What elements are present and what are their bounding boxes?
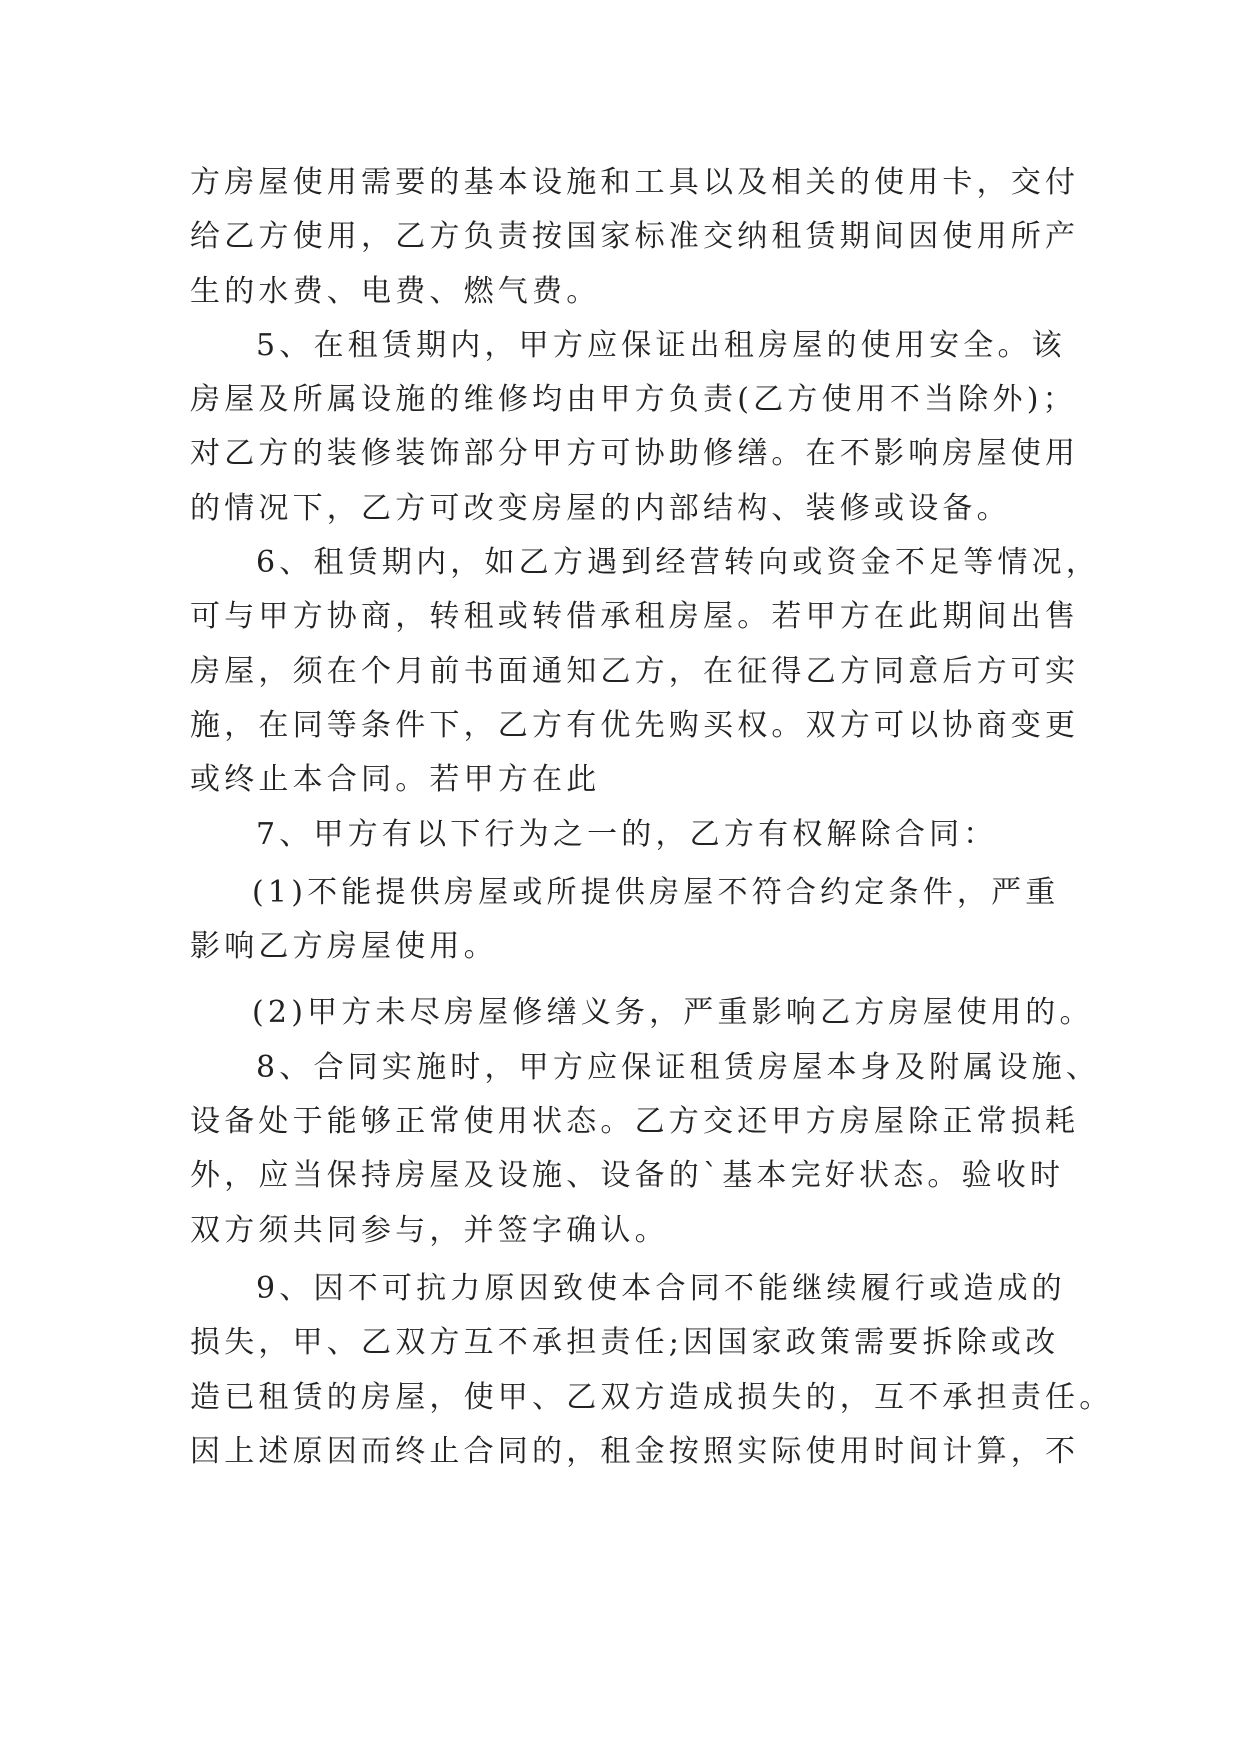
text-line: 方房屋使用需要的基本设施和工具以及相关的使用卡，交付 — [190, 165, 1080, 200]
clause-8-start: 8、合同实施时，甲方应保证租赁房屋本身及附属设施、 — [256, 1049, 1101, 1085]
text-line: 或终止本合同。若甲方在此 — [190, 762, 601, 798]
clause-7-item-1: (1)不能提供房屋或所提供房屋不符合约定条件，严重 — [252, 874, 1060, 910]
text-line: 因上述原因而终止合同的，租金按照实际使用时间计算，不 — [190, 1433, 1080, 1469]
clause-7-item-2: (2)甲方未尽房屋修缮义务，严重影响乙方房屋使用的。 — [252, 995, 1094, 1031]
text-line: 影响乙方房屋使用。 — [190, 929, 498, 965]
clause-9-start: 9、因不可抗力原因致使本合同不能继续履行或造成的 — [256, 1270, 1066, 1306]
text-line: 对乙方的装修装饰部分甲方可协助修缮。在不影响房屋使用 — [190, 436, 1080, 472]
text-line: 设备处于能够正常使用状态。乙方交还甲方房屋除正常损耗 — [190, 1104, 1080, 1140]
text-line: 给乙方使用，乙方负责按国家标准交纳租赁期间因使用所产 — [190, 219, 1080, 255]
clause-7-start: 7、甲方有以下行为之一的，乙方有权解除合同： — [256, 816, 998, 852]
text-line: 双方须共同参与，并签字确认。 — [190, 1212, 669, 1248]
text-line: 施，在同等条件下，乙方有优先购买权。双方可以协商变更 — [190, 707, 1080, 743]
text-line: 生的水费、电费、燃气费。 — [190, 273, 601, 309]
clause-5-start: 5、在租赁期内，甲方应保证出租房屋的使用安全。该 — [256, 327, 1066, 363]
clause-6-start: 6、租赁期内，如乙方遇到经营转向或资金不足等情况， — [256, 545, 1101, 581]
text-line: 房屋，须在个月前书面通知乙方，在征得乙方同意后方可实 — [190, 653, 1080, 689]
text-line: 可与甲方协商，转租或转借承租房屋。若甲方在此期间出售 — [190, 599, 1080, 635]
text-line: 损失，甲、乙双方互不承担责任;因国家政策需要拆除或改 — [190, 1325, 1060, 1361]
text-line: 的情况下，乙方可改变房屋的内部结构、装修或设备。 — [190, 490, 1011, 526]
text-line: 外，应当保持房屋及设施、设备的`基本完好状态。验收时 — [190, 1158, 1065, 1194]
text-line: 造已租赁的房屋，使甲、乙双方造成损失的，互不承担责任。 — [190, 1379, 1114, 1415]
text-line: 房屋及所属设施的维修均由甲方负责(乙方使用不当除外)； — [190, 382, 1077, 418]
contract-text — [190, 156, 1114, 1479]
